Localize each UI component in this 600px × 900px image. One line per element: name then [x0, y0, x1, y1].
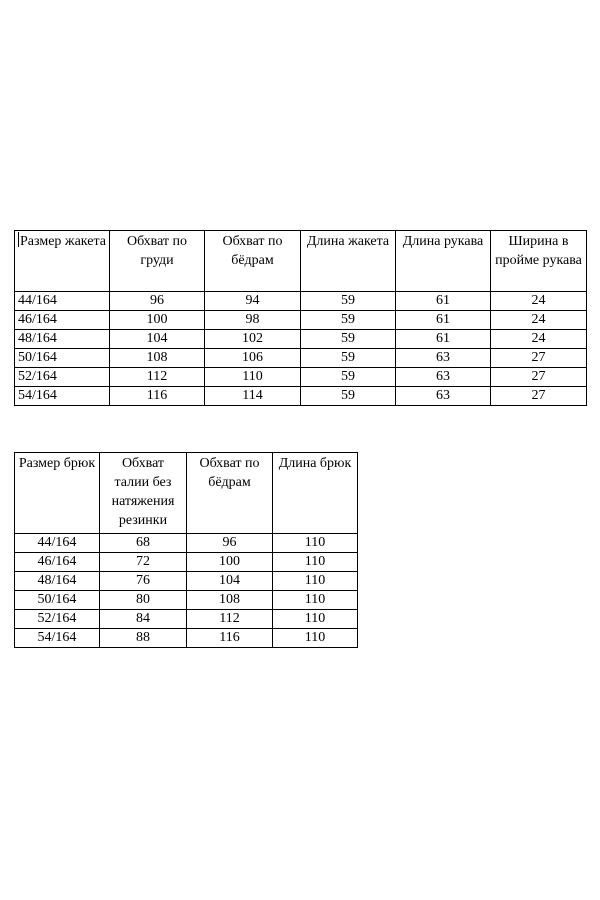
value-cell: 24	[491, 330, 587, 349]
value-cell: 98	[205, 311, 301, 330]
header-cell: Обхват по груди	[110, 231, 205, 292]
value-cell: 72	[100, 553, 187, 572]
value-cell: 108	[110, 349, 205, 368]
size-cell: 46/164	[15, 553, 100, 572]
value-cell: 88	[100, 629, 187, 648]
value-cell: 63	[396, 387, 491, 406]
value-cell: 110	[205, 368, 301, 387]
value-cell: 61	[396, 330, 491, 349]
table-header-row	[15, 453, 358, 534]
value-cell: 59	[301, 330, 396, 349]
trousers-size-table	[14, 452, 358, 648]
value-cell: 59	[301, 292, 396, 311]
header-cell: Длина рукава	[396, 231, 491, 292]
table-row	[15, 534, 358, 553]
size-cell: 52/164	[15, 610, 100, 629]
value-cell: 24	[491, 292, 587, 311]
header-cell: Обхват талии без натяжения резинки	[100, 453, 187, 534]
table-row	[15, 311, 587, 330]
value-cell: 110	[273, 572, 358, 591]
value-cell: 27	[491, 368, 587, 387]
table-row	[15, 368, 587, 387]
value-cell: 104	[110, 330, 205, 349]
table-row	[15, 330, 587, 349]
value-cell: 76	[100, 572, 187, 591]
value-cell: 61	[396, 311, 491, 330]
header-cell: Ширина в пройме рукава	[491, 231, 587, 292]
value-cell: 112	[187, 610, 273, 629]
value-cell: 59	[301, 311, 396, 330]
header-cell: Длина жакета	[301, 231, 396, 292]
header-cell: Размер жакета	[15, 231, 110, 292]
value-cell: 61	[396, 292, 491, 311]
table-header-row	[15, 231, 587, 292]
value-cell: 102	[205, 330, 301, 349]
size-cell: 54/164	[15, 629, 100, 648]
value-cell: 24	[491, 311, 587, 330]
value-cell: 110	[273, 591, 358, 610]
jacket-size-table	[14, 230, 587, 406]
text-cursor	[18, 232, 19, 247]
value-cell: 112	[110, 368, 205, 387]
size-cell: 48/164	[15, 330, 110, 349]
value-cell: 59	[301, 387, 396, 406]
size-cell: 44/164	[15, 534, 100, 553]
value-cell: 59	[301, 349, 396, 368]
value-cell: 108	[187, 591, 273, 610]
value-cell: 96	[187, 534, 273, 553]
value-cell: 110	[273, 534, 358, 553]
size-cell: 48/164	[15, 572, 100, 591]
value-cell: 68	[100, 534, 187, 553]
table-row	[15, 349, 587, 368]
value-cell: 94	[205, 292, 301, 311]
size-cell: 50/164	[15, 591, 100, 610]
table-row	[15, 553, 358, 572]
value-cell: 110	[273, 553, 358, 572]
value-cell: 27	[491, 387, 587, 406]
value-cell: 114	[205, 387, 301, 406]
value-cell: 27	[491, 349, 587, 368]
table-row	[15, 292, 587, 311]
size-cell: 50/164	[15, 349, 110, 368]
table-row	[15, 629, 358, 648]
value-cell: 96	[110, 292, 205, 311]
header-cell: Длина брюк	[273, 453, 358, 534]
table-row	[15, 610, 358, 629]
size-cell: 46/164	[15, 311, 110, 330]
value-cell: 63	[396, 368, 491, 387]
value-cell: 104	[187, 572, 273, 591]
header-cell: Размер брюк	[15, 453, 100, 534]
size-cell: 54/164	[15, 387, 110, 406]
table-row	[15, 572, 358, 591]
value-cell: 59	[301, 368, 396, 387]
value-cell: 116	[110, 387, 205, 406]
value-cell: 110	[273, 610, 358, 629]
value-cell: 63	[396, 349, 491, 368]
size-cell: 44/164	[15, 292, 110, 311]
header-cell: Обхват по бёдрам	[187, 453, 273, 534]
value-cell: 84	[100, 610, 187, 629]
value-cell: 106	[205, 349, 301, 368]
value-cell: 100	[110, 311, 205, 330]
table-row	[15, 591, 358, 610]
table-row	[15, 387, 587, 406]
size-cell: 52/164	[15, 368, 110, 387]
value-cell: 116	[187, 629, 273, 648]
value-cell: 80	[100, 591, 187, 610]
value-cell: 100	[187, 553, 273, 572]
header-cell: Обхват по бёдрам	[205, 231, 301, 292]
value-cell: 110	[273, 629, 358, 648]
